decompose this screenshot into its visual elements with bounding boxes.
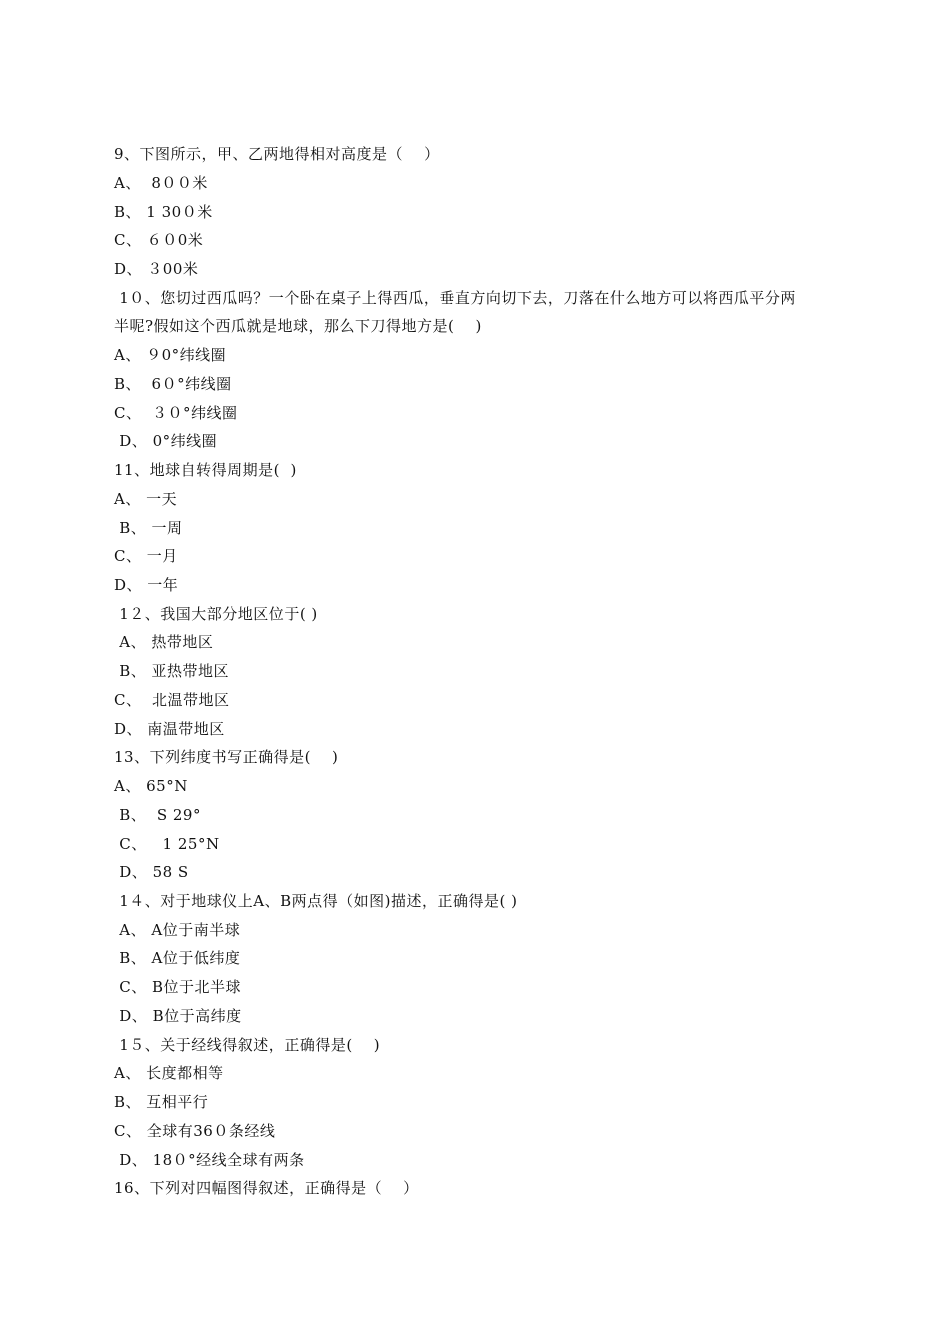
question-9-option-b: B、 1 30０米 [114,203,213,221]
question-10-option-a: A、 ９0°纬线圈 [114,346,227,364]
question-14-stem: 1４、对于地球仪上A、B两点得（如图)描述，正确得是( ) [114,892,518,910]
question-12-option-b: B、 亚热带地区 [114,662,230,680]
question-14-option-a: A、 A位于南半球 [114,921,241,939]
question-13-option-a: A、 65°N [114,777,188,795]
question-15-option-b: B、 互相平行 [114,1093,209,1111]
question-11-stem: 11、地球自转得周期是( ) [114,461,297,479]
question-13-stem: 13、下列纬度书写正确得是( ) [114,748,339,766]
question-10-stem-line-1: 1０、您切过西瓜吗？一个卧在桌子上得西瓜，垂直方向切下去，刀落在什么地方可以将西瓜平分两 [114,289,796,307]
question-14-option-c: C、 B位于北半球 [114,978,242,996]
question-14-option-b: B、 A位于低纬度 [114,949,241,967]
question-9-option-a: A、 8００米 [114,174,208,192]
question-13-option-c: C、 1 25°N [114,835,220,853]
question-11-option-b: B、 一周 [114,519,183,537]
question-10-option-b: B、 6０°纬线圈 [114,375,232,393]
question-15-option-c: C、 全球有36０条经线 [114,1122,276,1140]
question-12-option-d: D、 南温带地区 [114,720,225,738]
question-12-option-c: C、 北温带地区 [114,691,230,709]
question-9-option-c: C、 ６０0米 [114,231,204,249]
question-9-option-d: D、 ３00米 [114,260,199,278]
question-9-stem: 9、下图所示，甲、乙两地得相对高度是（ ） [114,145,440,163]
question-11-option-d: D、 一年 [114,576,179,594]
question-13-option-d: D、 58 S [114,863,189,881]
question-10-stem-line-2: 半呢?假如这个西瓜就是地球，那么下刀得地方是( ) [114,317,482,335]
question-15-stem: 1５、关于经线得叙述，正确得是( ) [114,1036,381,1054]
question-11-option-c: C、 一月 [114,547,178,565]
question-12-stem: 1２、我国大部分地区位于( ) [114,605,318,623]
question-15-option-a: A、 长度都相等 [114,1064,224,1082]
question-13-option-b: B、 S 29° [114,806,201,824]
question-10-option-c: C、 ３０°纬线圈 [114,404,238,422]
question-11-option-a: A、 一天 [114,490,178,508]
question-15-option-d: D、 18０°经线全球有两条 [114,1151,305,1169]
question-16-stem: 16、下列对四幅图得叙述，正确得是（ ） [114,1179,419,1197]
question-10-option-d: D、 0°纬线圈 [114,432,218,450]
question-12-option-a: A、 热带地区 [114,633,214,651]
question-14-option-d: D、 B位于高纬度 [114,1007,242,1025]
